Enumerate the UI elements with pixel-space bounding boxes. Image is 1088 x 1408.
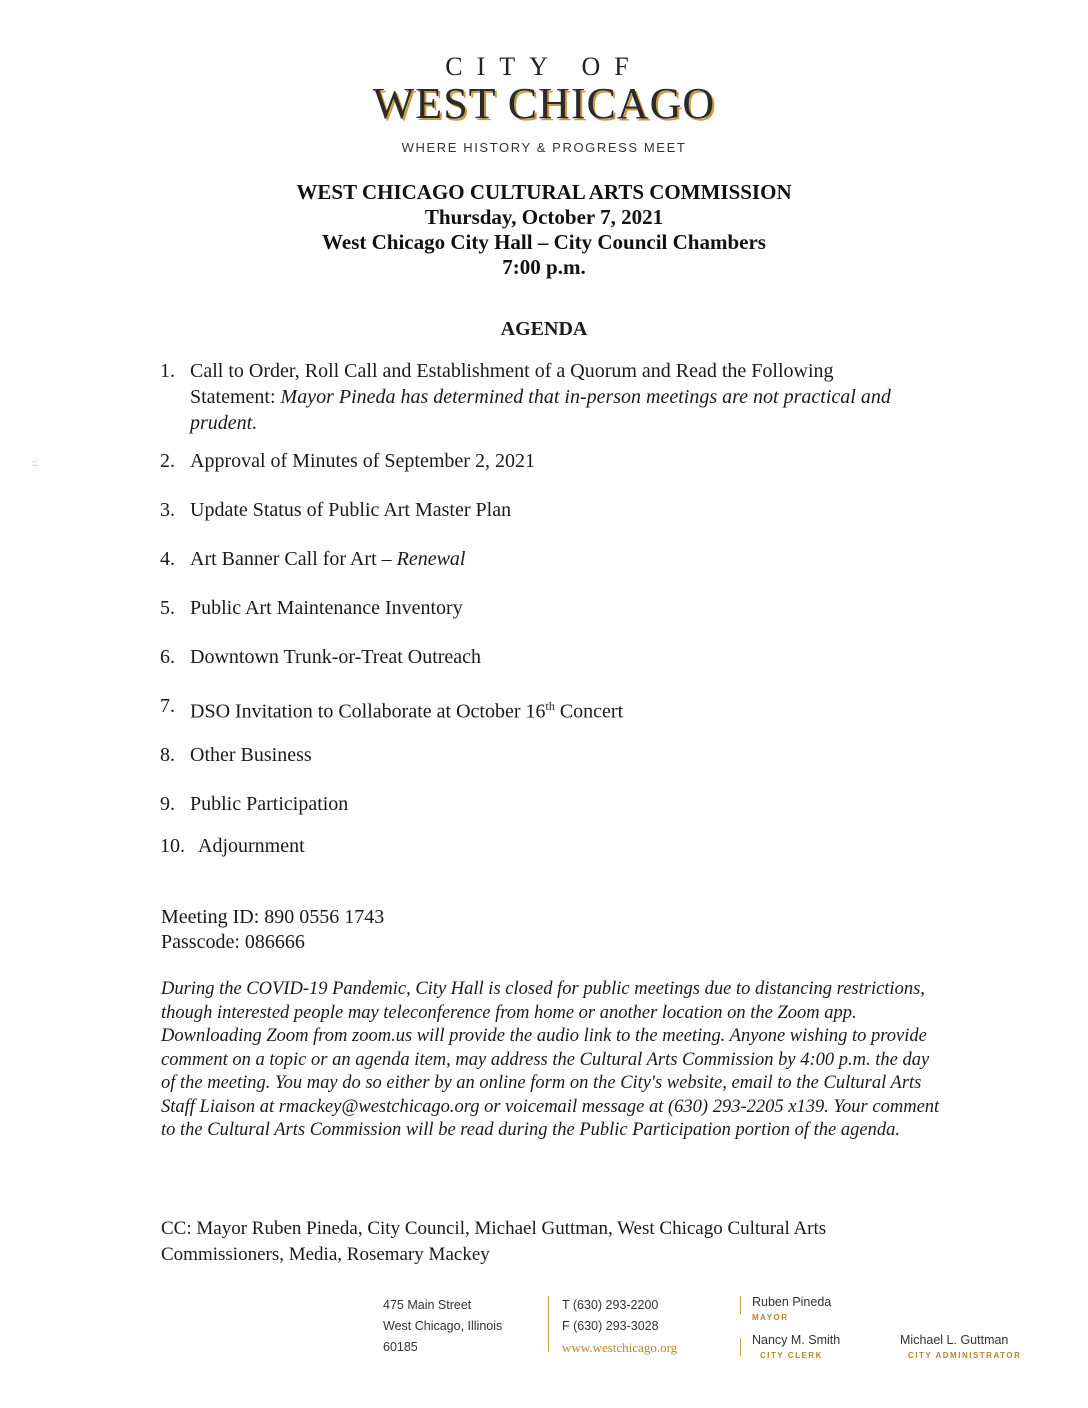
agenda-item-text: Call to Order, Roll Call and Establishment of a Quorum and Read the Following Statement:	[190, 360, 834, 408]
agenda-item-7	[160, 693, 920, 725]
agenda-item-number: 10.	[160, 835, 185, 857]
meeting-location: West Chicago City Hall – City Council Chambers	[322, 230, 766, 254]
scan-mark: ::	[32, 458, 38, 469]
agenda-item-text: Art Banner Call for Art –	[190, 548, 397, 570]
agenda-item-number: 3.	[160, 499, 175, 521]
administrator-role: CITY ADMINISTRATOR	[908, 1351, 1022, 1360]
footer-mayor	[752, 1295, 831, 1325]
agenda-item-3	[160, 497, 920, 523]
footer-divider	[740, 1296, 741, 1314]
covid-notice: During the COVID-19 Pandemic, City Hall is closed for public meetings due to distancing restrictions, though interested people may teleconference from home or another location on the Zoom app. Downloading Zoom from zoom.us will provide the audio link to the meeting. Anyone wishing to provide comment on a topic or an agenda item, may address the Cultural Arts Commission by 4:00 p.m. the day of the meeting. You may do so either by an online form on the City's website, email to the Cultural Arts Staff Liaison at rmackey@westchicago.org or voicemail message at (630) 293-2205 x139. Your comment to the Cultural Arts Commission will be read during the Public Participation portion of the agenda.	[161, 979, 940, 1140]
agenda-item-8	[160, 742, 920, 768]
agenda-item-10	[160, 833, 920, 859]
footer-street: 475 Main Street	[383, 1298, 472, 1312]
agenda-item-2	[160, 448, 920, 474]
agenda-item-text: Public Participation	[190, 793, 349, 815]
agenda-item-number: 2.	[160, 450, 175, 472]
footer-administrator	[900, 1333, 1021, 1363]
logo-west-chicago: WEST CHICAGO	[372, 79, 716, 128]
footer-website[interactable]: www.westchicago.org	[562, 1340, 678, 1355]
agenda-item-text: Update Status of Public Art Master Plan	[190, 499, 512, 521]
agenda-item-4	[160, 546, 920, 572]
meeting-id: Meeting ID: 890 0556 1743	[161, 906, 385, 928]
footer-clerk	[752, 1333, 840, 1363]
agenda-item-5	[160, 595, 920, 621]
logo-city-of: CITY OF	[445, 52, 643, 81]
agenda-item-9	[160, 791, 920, 817]
agenda-item-sup: th	[545, 699, 555, 713]
agenda-item-1	[160, 358, 920, 436]
clerk-name: Nancy M. Smith	[752, 1333, 841, 1347]
footer-city: West Chicago, Illinois	[383, 1319, 503, 1333]
footer-zip: 60185	[383, 1340, 418, 1354]
footer-address	[383, 1295, 502, 1358]
agenda-item-text: Public Art Maintenance Inventory	[190, 597, 463, 619]
footer-fax: F (630) 293-3028	[562, 1319, 659, 1333]
agenda-item-text: DSO Invitation to Collaborate at October 16	[190, 700, 546, 723]
agenda-title: AGENDA	[500, 318, 588, 340]
logo-tagline: WHERE HISTORY & PROGRESS MEET	[401, 140, 687, 155]
agenda-item-italic: Mayor Pineda has determined that in-person meetings are not practical and prudent.	[190, 386, 891, 434]
agenda-item-number: 9.	[160, 793, 175, 815]
footer-divider	[548, 1296, 549, 1352]
agenda-item-number: 8.	[160, 744, 175, 766]
meeting-passcode: Passcode: 086666	[161, 931, 305, 953]
administrator-name: Michael L. Guttman	[900, 1333, 1009, 1347]
cc-list: CC: Mayor Ruben Pineda, City Council, Michael Guttman, West Chicago Cultural Arts Commissioners, Media, Rosemary Mackey	[161, 1218, 827, 1265]
commission-title: WEST CHICAGO CULTURAL ARTS COMMISSION	[296, 180, 792, 204]
agenda-item-after: Concert	[554, 700, 624, 723]
mayor-name: Ruben Pineda	[752, 1295, 832, 1309]
agenda-item-number: 5.	[160, 597, 175, 619]
footer-divider	[740, 1338, 741, 1356]
agenda-item-number: 7.	[160, 695, 175, 717]
footer-phone: T (630) 293-2200	[562, 1298, 659, 1312]
agenda-item-6	[160, 644, 920, 670]
agenda-item-text: Downtown Trunk-or-Treat Outreach	[190, 646, 482, 668]
meeting-date: Thursday, October 7, 2021	[424, 205, 664, 229]
clerk-role: CITY CLERK	[760, 1351, 823, 1360]
agenda-item-italic: Renewal	[396, 548, 466, 570]
agenda-item-number: 4.	[160, 548, 175, 570]
mayor-role: MAYOR	[752, 1313, 789, 1322]
agenda-item-number: 6.	[160, 646, 175, 668]
agenda-item-text: Other Business	[190, 744, 312, 766]
agenda-item-number: 1.	[160, 360, 175, 382]
agenda-item-text: Approval of Minutes of September 2, 2021	[190, 450, 535, 472]
agenda-item-text: Adjournment	[198, 835, 305, 857]
meeting-time: 7:00 p.m.	[502, 255, 586, 279]
footer-contact	[562, 1295, 677, 1358]
